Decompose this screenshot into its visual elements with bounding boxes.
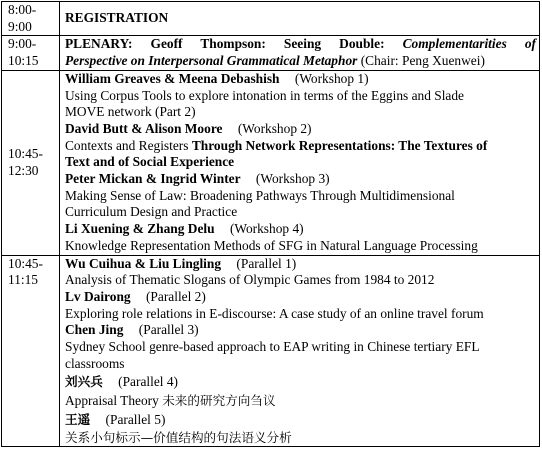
time-end: 10:15	[8, 53, 39, 69]
session-title	[65, 138, 536, 155]
session-tag: (Parallel 3)	[138, 322, 199, 338]
session-title-bold: Text and of Social Experience	[65, 154, 235, 170]
session-presenters: Peter Mickan & Ingrid Winter	[65, 171, 241, 187]
time-start: 9:00-	[8, 36, 37, 52]
session-presenters: William Greaves & Meena Debashish	[65, 70, 280, 86]
time-cell	[2, 70, 60, 255]
session-title-bold: Through Network Representations: The Textures of	[191, 137, 488, 153]
time-end: 11:15	[8, 272, 39, 288]
session-header	[65, 322, 536, 339]
session-tag: (Workshop 3)	[255, 171, 330, 187]
session-header	[65, 289, 536, 306]
plenary-cell	[60, 36, 540, 70]
time-start: 10:45-	[8, 255, 43, 271]
parallel-cell	[60, 255, 540, 447]
session-presenters: Chen Jing	[65, 322, 124, 338]
session-header	[65, 412, 536, 429]
workshops-cell	[60, 70, 540, 255]
session-header	[65, 221, 536, 238]
session-title	[65, 430, 536, 447]
session-title	[65, 393, 536, 410]
session-header	[65, 71, 536, 88]
session-title: Curriculum Design and Practice	[65, 204, 238, 220]
session-header	[65, 121, 536, 138]
session-tag: (Workshop 4)	[229, 221, 304, 237]
time-end: 12:30	[8, 162, 39, 178]
session-title-zh: 未来的研究方向刍议	[162, 393, 276, 409]
time-cell	[2, 2, 60, 36]
session-presenters: 王遥	[65, 411, 91, 427]
session-title: Knowledge Representation Methods of SFG in Natural Language Processing	[65, 237, 478, 253]
session-title: Analysis of Thematic Slogans of Olympic Games from 1984 to 2012	[65, 272, 435, 288]
session-title: classrooms	[65, 355, 125, 371]
session-tag: (Parallel 5)	[105, 411, 166, 427]
session-header	[65, 171, 536, 188]
session-title: Exploring role relations in E-discourse: A case study of an online travel forum	[65, 305, 484, 321]
time-cell	[2, 255, 60, 447]
session-title-latin: Appraisal Theory	[65, 393, 159, 409]
plenary-title-part1: Complementarities of	[402, 36, 536, 52]
session-presenters: David Butt & Alison Moore	[65, 120, 223, 136]
workshops-row	[2, 70, 540, 255]
parallel-row	[2, 255, 540, 447]
session-tag: (Parallel 1)	[236, 255, 297, 271]
session-tag: (Parallel 4)	[118, 374, 178, 390]
plenary-line-1	[65, 36, 536, 53]
registration-title: REGISTRATION	[65, 10, 169, 25]
session-title-zh: 关系小句标示—价值结构的句法语义分析	[65, 429, 292, 445]
time-start: 10:45-	[8, 145, 43, 161]
session-title: Using Corpus Tools to explore intonation in terms of the Eggins and Slade	[65, 87, 465, 103]
plenary-row	[2, 36, 540, 70]
time-cell	[2, 36, 60, 70]
session-presenters: Li Xuening & Zhang Delu	[65, 221, 215, 237]
session-title: Sydney School genre-based approach to EAP writing in Chinese tertiary EFL	[65, 339, 480, 355]
plenary-chair: (Chair: Peng Xuenwei)	[360, 53, 485, 69]
session-tag: (Parallel 2)	[145, 288, 206, 304]
plenary-title-part2: Perspective on Interpersonal Grammatical Metaphor	[65, 53, 358, 69]
session-presenters: Lv Dairong	[65, 288, 131, 304]
session-presenters: 刘兴兵	[65, 374, 103, 390]
session-header	[65, 374, 536, 391]
schedule-table	[1, 1, 540, 447]
session-header	[65, 256, 536, 273]
session-title: MOVE network (Part 2)	[65, 104, 196, 120]
time-start: 8:00-	[8, 2, 37, 17]
plenary-label: PLENARY: Geoff Thompson: Seeing Double:	[65, 36, 385, 52]
session-title: Making Sense of Law: Broadening Pathways Through Multidimensional	[65, 187, 455, 203]
time-end: 9:00	[8, 18, 32, 34]
plenary-line-2	[65, 53, 536, 70]
session-tag: (Workshop 2)	[237, 120, 312, 136]
session-title-plain: Contexts and Registers	[65, 137, 189, 153]
registration-cell	[60, 2, 540, 36]
session-tag: (Workshop 1)	[294, 70, 369, 86]
session-presenters: Wu Cuihua & Liu Lingling	[65, 255, 222, 271]
registration-row	[2, 2, 540, 36]
